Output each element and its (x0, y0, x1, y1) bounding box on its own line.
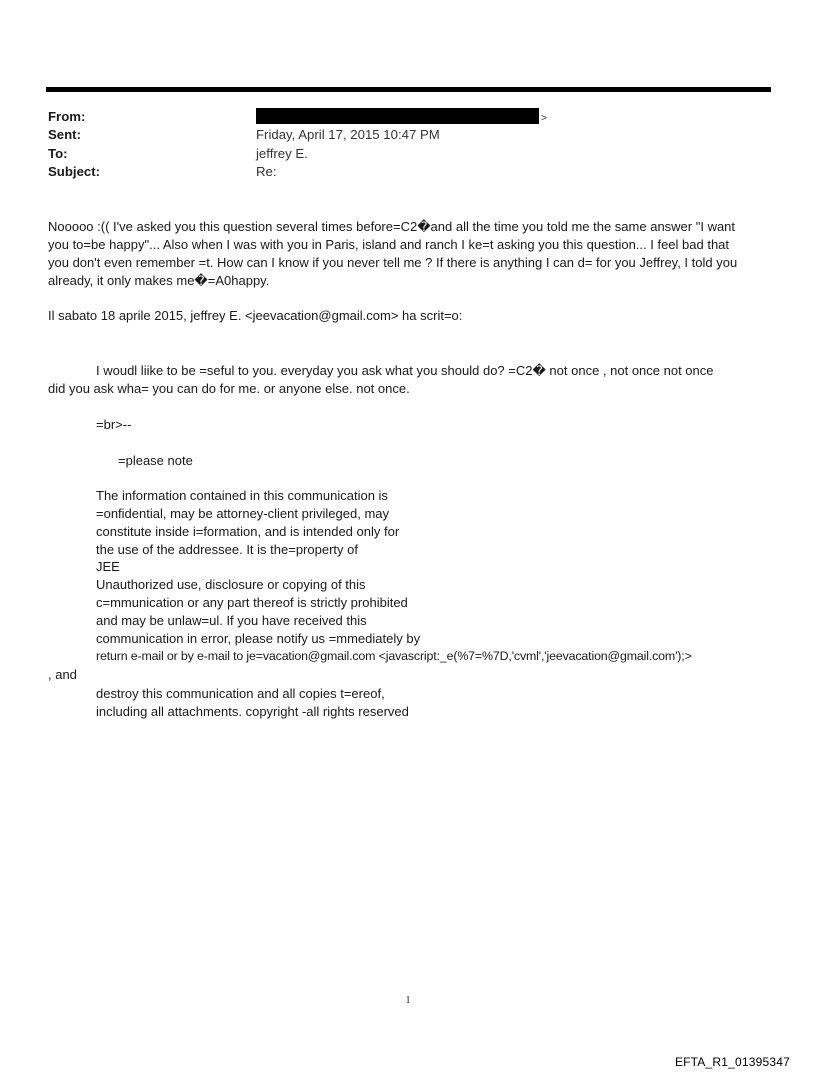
quoted-line-2: did you ask wha= you can do for me. or anyone else. not once. (48, 381, 410, 396)
disclaimer-line-3: constitute inside i=formation, and is intended only for (96, 524, 400, 539)
closing-line-2: including all attachments. copyright -all rights reserved (96, 704, 409, 719)
quoted-line-1: I woudl liike to be =seful to you. everyday you ask what you should do? =C2� not once , not once not once (96, 363, 714, 378)
disclaimer-line-5: JEE (96, 559, 120, 574)
disclaimer-line-8: and may be unlaw=ul. If you have received this (96, 613, 367, 628)
page-number: 1 (405, 995, 411, 1006)
reply-line-1: Nooooo :(( I've asked you this question several times before=C2�and all the time you told me the same answer "I want (48, 219, 736, 234)
document-id: EFTA_R1_01395347 (674, 1055, 790, 1069)
reply-line-2: you to=be happy"... Also when I was with you in Paris, island and ranch I ke=t asking you this question... I feel bad that (48, 237, 730, 252)
reply-line-3: you don't even remember =t. How can I know if you never tell me ? If there is anything I can d= for you Jeffrey, I told you (48, 255, 738, 270)
subject-label: Subject: (48, 164, 101, 179)
disclaimer-line-9: communication in error, please notify us =mmediately by (96, 631, 421, 646)
closing-line-1: destroy this communication and all copies t=ereof, (96, 686, 385, 701)
from-suffix: > (541, 113, 547, 124)
sent-label: Sent: (48, 127, 81, 142)
br-line: =br>-- (96, 417, 132, 432)
disclaimer-line-2: =onfidential, may be attorney-client privileged, may (96, 506, 390, 521)
disclaimer-line-4: the use of the addressee. It is the=property of (96, 542, 358, 557)
disclaimer-line-1: The information contained in this communication is (96, 488, 388, 503)
to-value: jeffrey E. (256, 146, 308, 161)
to-label: To: (48, 146, 68, 161)
from-label: From: (48, 109, 86, 124)
from-value (256, 108, 547, 128)
redaction-block (256, 108, 539, 124)
quote-header: Il sabato 18 aprile 2015, jeffrey E. <jeevacation@gmail.com> ha scrit=o: (48, 308, 463, 323)
disclaimer-line-10: return e-mail or by e-mail to je=vacation@gmail.com <javascript:_e(%7=%7D,'cvml','jeevacation@gmail.com');> (96, 649, 692, 663)
reply-line-4: already, it only makes me�=A0happy. (48, 273, 270, 288)
disclaimer-line-6: Unauthorized use, disclosure or copying of this (96, 577, 366, 592)
subject-value: Re: (256, 164, 277, 179)
disclaimer-line-7: c=mmunication or any part thereof is strictly prohibited (96, 595, 408, 610)
and-line: , and (48, 667, 77, 682)
sent-value: Friday, April 17, 2015 10:47 PM (256, 127, 440, 142)
please-note: =please note (118, 453, 193, 468)
header-rule (46, 87, 771, 92)
